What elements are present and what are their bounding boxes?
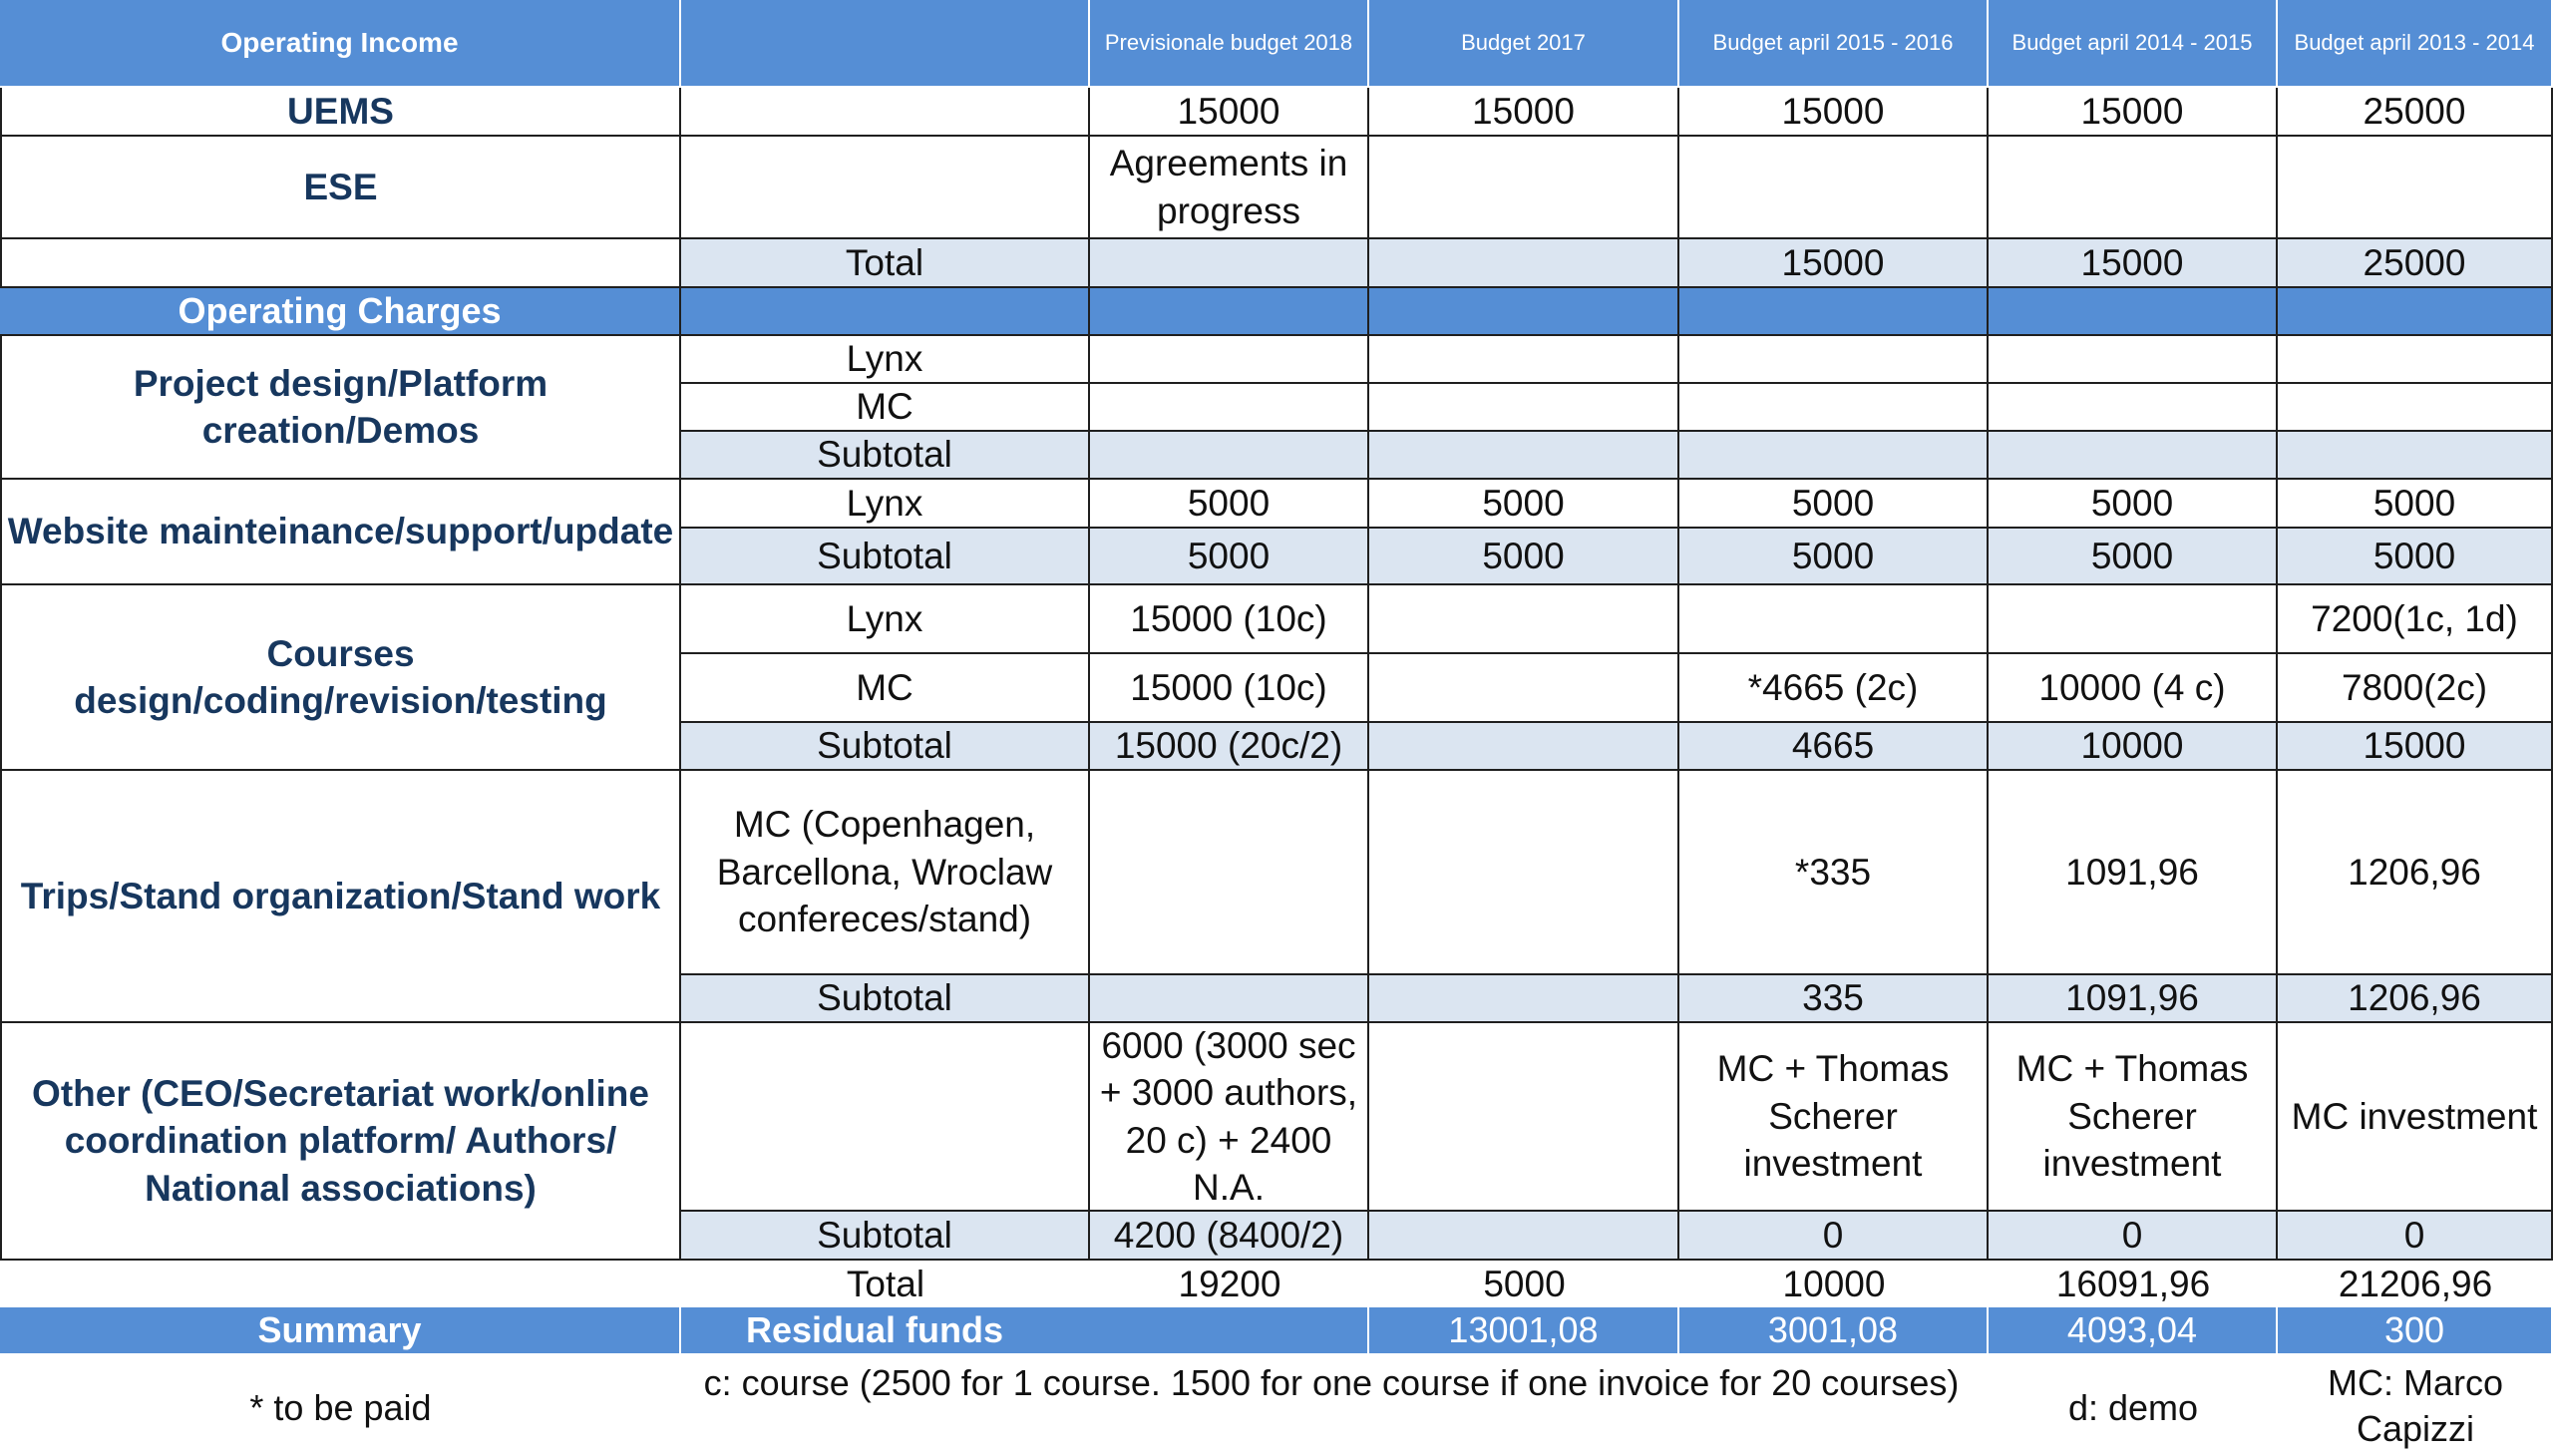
residual-funds-label: Residual funds — [681, 1307, 1369, 1355]
project-subtotal-label: Subtotal — [681, 432, 1090, 480]
charges-total-2014-2015: 16091,96 — [2055, 1263, 2211, 1304]
summary-label: Summary — [0, 1307, 681, 1355]
cell-empty — [1090, 288, 1369, 336]
charges-total-2018: 19200 — [1178, 1263, 1281, 1304]
website-subtotal-2018: 5000 — [1090, 529, 1369, 585]
cell-empty — [1369, 585, 1679, 654]
cell-empty — [1090, 239, 1369, 288]
cell-uems-2017: 15000 — [1369, 88, 1679, 137]
cell-uems-2013-2014: 25000 — [2278, 88, 2553, 137]
website-subtotal-label: Subtotal — [681, 529, 1090, 585]
cell-empty — [1090, 975, 1369, 1023]
other-subtotal-label: Subtotal — [681, 1212, 1090, 1261]
cell-empty — [1369, 1023, 1679, 1212]
website-subtotal-2017: 5000 — [1369, 529, 1679, 585]
cell-empty — [1989, 585, 2278, 654]
row-label-trips: Trips/Stand organization/Stand work — [0, 771, 681, 1023]
footnote-demo: d: demo — [2067, 1386, 2199, 1428]
cell-empty — [0, 239, 681, 288]
website-lynx-2017: 5000 — [1369, 480, 1679, 529]
courses-mc-2014-2015: 10000 (4 c) — [1989, 654, 2278, 723]
footnote-to-be-paid: * to be paid — [249, 1386, 432, 1428]
website-subtotal-2013-2014: 5000 — [2278, 529, 2553, 585]
row-label-website: Website mainteinance/support/update — [0, 480, 681, 585]
cell-uems-2018: 15000 — [1090, 88, 1369, 137]
courses-subtotal-2015-2016: 4665 — [1679, 723, 1989, 771]
header-col-2014-2015: Budget april 2014 - 2015 — [1989, 0, 2278, 88]
charges-total-2013-2014: 21206,96 — [2338, 1263, 2493, 1304]
cell-empty — [2278, 137, 2553, 239]
cell-empty — [1369, 723, 1679, 771]
header-col-2018: Previsionale budget 2018 — [1090, 0, 1369, 88]
charges-total-2015-2016: 10000 — [1782, 1263, 1886, 1304]
cell-empty — [1090, 771, 1369, 975]
cell-empty — [681, 88, 1090, 137]
cell-empty — [1369, 975, 1679, 1023]
operating-charges-title: Operating Charges — [0, 288, 681, 336]
footnote-course: c: course (2500 for 1 course. 1500 for one course if one invoice for 20 courses) — [703, 1362, 1960, 1403]
website-lynx-2014-2015: 5000 — [1989, 480, 2278, 529]
other-2013-2014: MC investment — [2278, 1023, 2553, 1212]
cell-empty — [1679, 432, 1989, 480]
row-label-project-design: Project design/Platform creation/Demos — [0, 336, 681, 480]
cell-empty — [2278, 336, 2553, 384]
row-label-ese: ESE — [0, 137, 681, 239]
cell-uems-2015-2016: 15000 — [1679, 88, 1989, 137]
summary-2013-2014: 300 — [2278, 1307, 2553, 1355]
cell-empty — [1369, 137, 1679, 239]
row-label-other: Other (CEO/Secretariat work/online coordination platform/ Authors/ National associations) — [0, 1023, 681, 1261]
website-subtotal-2015-2016: 5000 — [1679, 529, 1989, 585]
header-blank — [681, 0, 1090, 88]
courses-lynx-2018: 15000 (10c) — [1090, 585, 1369, 654]
trips-subtotal-2014-2015: 1091,96 — [1989, 975, 2278, 1023]
cell-empty — [1679, 384, 1989, 432]
cell-empty — [1369, 239, 1679, 288]
cell-empty — [1090, 384, 1369, 432]
courses-lynx-label: Lynx — [681, 585, 1090, 654]
footnote-mc: MC: Marco Capizzi — [2327, 1362, 2503, 1450]
other-subtotal-2013-2014: 0 — [2278, 1212, 2553, 1261]
cell-empty — [681, 1023, 1090, 1212]
cell-empty — [1369, 1212, 1679, 1261]
courses-mc-2015-2016: *4665 (2c) — [1679, 654, 1989, 723]
trips-subtotal-label: Subtotal — [681, 975, 1090, 1023]
cell-empty — [681, 288, 1090, 336]
row-label-uems: UEMS — [0, 88, 681, 137]
cell-empty — [1989, 137, 2278, 239]
other-2014-2015: MC + Thomas Scherer investment — [1989, 1023, 2278, 1212]
courses-mc-label: MC — [681, 654, 1090, 723]
website-lynx-2013-2014: 5000 — [2278, 480, 2553, 529]
other-subtotal-2018: 4200 (8400/2) — [1090, 1212, 1369, 1261]
website-subtotal-2014-2015: 5000 — [1989, 529, 2278, 585]
courses-subtotal-2013-2014: 15000 — [2278, 723, 2553, 771]
website-lynx-label: Lynx — [681, 480, 1090, 529]
cell-empty — [1989, 432, 2278, 480]
cell-empty — [2278, 384, 2553, 432]
other-subtotal-2015-2016: 0 — [1679, 1212, 1989, 1261]
summary-2015-2016: 3001,08 — [1679, 1307, 1989, 1355]
cell-empty — [1369, 432, 1679, 480]
row-label-courses: Courses design/coding/revision/testing — [0, 585, 681, 771]
courses-mc-2013-2014: 7800(2c) — [2278, 654, 2553, 723]
other-subtotal-2014-2015: 0 — [1989, 1212, 2278, 1261]
trips-subtotal-2015-2016: 335 — [1679, 975, 1989, 1023]
other-2018: 6000 (3000 sec + 3000 authors, 20 c) + 2400 N.A. — [1090, 1023, 1369, 1212]
cell-ese-2018: Agreements in progress — [1090, 137, 1369, 239]
cell-empty — [2278, 432, 2553, 480]
header-col-2017: Budget 2017 — [1369, 0, 1679, 88]
trips-2014-2015: 1091,96 — [1989, 771, 2278, 975]
summary-2017: 13001,08 — [1369, 1307, 1679, 1355]
cell-empty — [1369, 384, 1679, 432]
cell-empty — [1369, 336, 1679, 384]
trips-2015-2016: *335 — [1679, 771, 1989, 975]
cell-empty — [1090, 432, 1369, 480]
courses-mc-2018: 15000 (10c) — [1090, 654, 1369, 723]
cell-empty — [1369, 288, 1679, 336]
trips-detail: MC (Copenhagen, Barcellona, Wroclaw confereces/stand) — [681, 771, 1090, 975]
courses-subtotal-2014-2015: 10000 — [1989, 723, 2278, 771]
trips-subtotal-2013-2014: 1206,96 — [2278, 975, 2553, 1023]
cell-empty — [681, 137, 1090, 239]
trips-2013-2014: 1206,96 — [2278, 771, 2553, 975]
other-2015-2016: MC + Thomas Scherer investment — [1679, 1023, 1989, 1212]
cell-empty — [1989, 288, 2278, 336]
cell-empty — [1679, 137, 1989, 239]
project-lynx-label: Lynx — [681, 336, 1090, 384]
courses-subtotal-label: Subtotal — [681, 723, 1090, 771]
project-mc-label: MC — [681, 384, 1090, 432]
website-lynx-2015-2016: 5000 — [1679, 480, 1989, 529]
header-col-2013-2014: Budget april 2013 - 2014 — [2278, 0, 2553, 88]
courses-subtotal-2018: 15000 (20c/2) — [1090, 723, 1369, 771]
income-total-label: Total — [681, 239, 1090, 288]
charges-total-label: Total — [846, 1263, 925, 1304]
cell-empty — [1989, 384, 2278, 432]
income-total-2015-2016: 15000 — [1679, 239, 1989, 288]
cell-empty — [1679, 585, 1989, 654]
cell-empty — [1679, 336, 1989, 384]
cell-empty — [2278, 288, 2553, 336]
summary-2014-2015: 4093,04 — [1989, 1307, 2278, 1355]
income-total-2014-2015: 15000 — [1989, 239, 2278, 288]
cell-empty — [1679, 288, 1989, 336]
website-lynx-2018: 5000 — [1090, 480, 1369, 529]
header-operating-income: Operating Income — [0, 0, 681, 88]
cell-empty — [0, 1261, 681, 1307]
header-col-2015-2016: Budget april 2015 - 2016 — [1679, 0, 1989, 88]
courses-lynx-2013-2014: 7200(1c, 1d) — [2278, 585, 2553, 654]
cell-uems-2014-2015: 15000 — [1989, 88, 2278, 137]
cell-empty — [1090, 336, 1369, 384]
cell-empty — [1369, 771, 1679, 975]
cell-empty — [1989, 336, 2278, 384]
charges-total-2017: 5000 — [1483, 1263, 1566, 1304]
income-total-2013-2014: 25000 — [2278, 239, 2553, 288]
cell-empty — [1369, 654, 1679, 723]
